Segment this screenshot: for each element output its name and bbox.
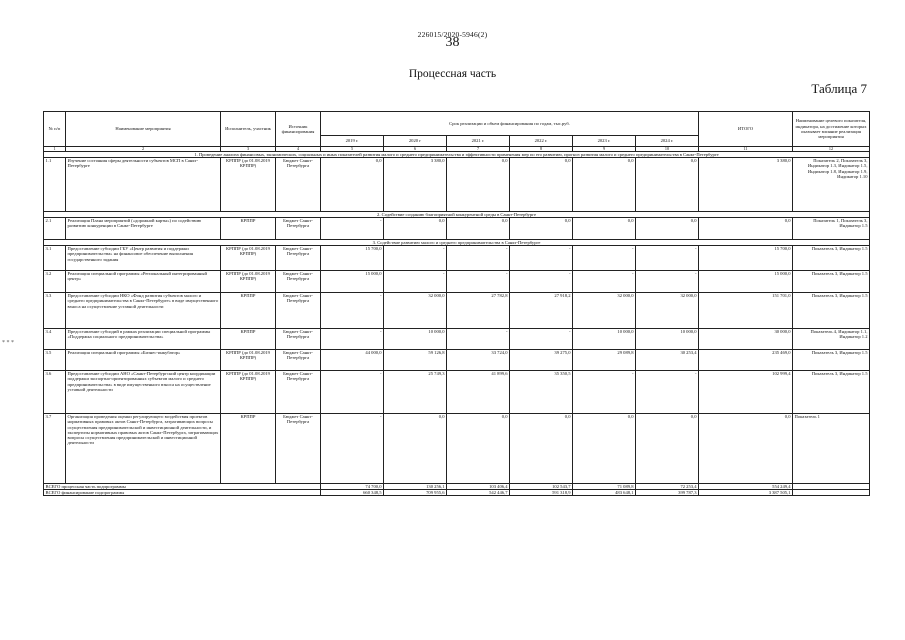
- row-executor: КРППР (до 01.08.2019 КРППР): [221, 246, 276, 271]
- row-num: 2.1: [44, 218, 66, 240]
- total-value: 709 955,6: [384, 490, 447, 496]
- row-total: 0,0: [699, 218, 793, 240]
- total-value: 660 348,5: [321, 490, 384, 496]
- process-table: [43, 111, 870, 496]
- page-title: Процессная часть: [408, 68, 497, 80]
- row-indicator: Показатель 2, Показатель 3, Индикатор 1.3, Индикатор 1.5, Индикатор 1.8, Индикатор 1.9, Индикатор 1.10: [793, 158, 870, 212]
- row-value: 32 000,0: [636, 293, 699, 329]
- row-value: -: [510, 271, 573, 293]
- margin-marks: * * *: [2, 340, 14, 346]
- page-number: 38: [445, 35, 460, 50]
- col-num-header: № п/п: [44, 112, 66, 147]
- row-indicator: Показатель 3, Индикатор 1.5: [793, 350, 870, 371]
- row-indicator: Показатель 4, Индикатор 1.1, Индикатор 1.2: [793, 329, 870, 350]
- row-value: 0,0: [573, 218, 636, 240]
- section-title: 1. Проведение анализа финансовых, экономических, социальных и иных показателей развития малого и среднего предпринимательства и эффективности применения мер по его развитию, прогноз развития малого и среднего предпринимательства в Санкт-Петербурге: [44, 152, 870, 158]
- column-number: 5: [321, 147, 384, 152]
- row-value: 39 275,0: [510, 350, 573, 371]
- row-value: 0,0: [636, 218, 699, 240]
- row-indicator: Показатель 3, Индикатор 1.5: [793, 246, 870, 271]
- row-executor: КРППР: [221, 218, 276, 240]
- row-value: 10 000,0: [573, 329, 636, 350]
- row-value: 3 380,0: [384, 158, 447, 212]
- row-value: 35 350,5: [510, 371, 573, 414]
- row-value: -: [321, 371, 384, 414]
- row-value: 0,0: [510, 158, 573, 212]
- row-value: -: [447, 246, 510, 271]
- row-name: Организация проведения оценки регулирующего воздействия проектов нормативных правовых актов Санкт-Петербурга, затрагивающих вопросы осуществления предпринимательской и инвестиционной деятельности, и экспертизы нормативных правовых актов Санкт-Петербурга, затрагивающих вопросы осуществления предпринимательской и инвестиционной деятельности: [66, 414, 221, 484]
- row-total: 0,0: [699, 414, 793, 484]
- row-value: 0,0: [447, 218, 510, 240]
- column-number: 2: [66, 147, 221, 152]
- total-label: ВСЕГО процессная часть подпрограммы: [44, 484, 321, 490]
- year-header: 2021 г.: [447, 136, 510, 147]
- table-row: [44, 329, 870, 350]
- column-number: 1: [44, 147, 66, 152]
- row-value: 10 000,0: [384, 329, 447, 350]
- row-value: 15 700,0: [321, 246, 384, 271]
- column-number: 3: [221, 147, 276, 152]
- row-num: 3.4: [44, 329, 66, 350]
- row-executor: КРППР: [221, 293, 276, 329]
- program-total-row: [44, 490, 870, 496]
- row-value: -: [510, 246, 573, 271]
- row-name: Предоставление субсидий в рамках реализации специальной программы «Поддержка социального предпринимательства»: [66, 329, 221, 350]
- row-source: Бюджет Санкт-Петербурга: [276, 350, 321, 371]
- col-period-header: Срок реализации и объем финансирования по годам, тыс.руб.: [321, 112, 699, 136]
- row-value: 0,0: [510, 414, 573, 484]
- row-name: Изучение состояния сферы деятельности субъектов МСП в Санкт-Петербурге: [66, 158, 221, 212]
- row-num: 1.1: [44, 158, 66, 212]
- year-header: 2023 г.: [573, 136, 636, 147]
- row-indicator: Показатель 3, Индикатор 1.5: [793, 271, 870, 293]
- total-value: 130 256,1: [384, 484, 447, 490]
- total-empty: [793, 490, 870, 496]
- row-value: 30 253,4: [636, 350, 699, 371]
- row-executor: КРППР: [221, 414, 276, 484]
- total-value: 103 406,4: [447, 484, 510, 490]
- row-num: 3.1: [44, 246, 66, 271]
- row-value: 0,0: [384, 218, 447, 240]
- row-value: -: [573, 246, 636, 271]
- col-source-header: Источник финансирования: [276, 112, 321, 147]
- row-value: -: [321, 329, 384, 350]
- total-value: 74 700,0: [321, 484, 384, 490]
- col-executor-header: Исполнитель, участник: [221, 112, 276, 147]
- year-header: 2022 г.: [510, 136, 573, 147]
- row-value: 0,0: [573, 158, 636, 212]
- row-total: 30 000,0: [699, 329, 793, 350]
- row-value: 32 000,0: [573, 293, 636, 329]
- row-name: Предоставление субсидии ГБУ «Центр развития и поддержки предпринимательства» на финансовое обеспечение выполнения государственного задания: [66, 246, 221, 271]
- row-value: -: [384, 271, 447, 293]
- document-number: 226015/2020-5946(2): [417, 30, 488, 39]
- row-value: 41 899,6: [447, 371, 510, 414]
- row-source: Бюджет Санкт-Петербурга: [276, 371, 321, 414]
- row-value: 59 126,8: [384, 350, 447, 371]
- col-indicator-header: Наименование целевого показателя, индикатора, на достижение которых оказывает влияние реализация мероприятия: [793, 112, 870, 147]
- row-value: 0,0: [447, 414, 510, 484]
- row-name: Реализация специальной программы «Бизнес-инкубатор»: [66, 350, 221, 371]
- row-name: Предоставление субсидии АНО «Санкт-Петербургский центр координации поддержки экспортно-ориентированных субъектов малого и среднего предпринимательства» в виде имущественного взноса на осуществление уставной деятельности: [66, 371, 221, 414]
- header-row: [44, 112, 870, 136]
- row-value: 0,0: [384, 414, 447, 484]
- table-row: [44, 158, 870, 212]
- table-row: [44, 218, 870, 240]
- total-sum: 3 387 505,1: [699, 490, 793, 496]
- total-value: 102 543,7: [510, 484, 573, 490]
- row-source: Бюджет Санкт-Петербурга: [276, 414, 321, 484]
- row-value: -: [321, 414, 384, 484]
- total-value: 72 253,4: [636, 484, 699, 490]
- row-value: -: [321, 218, 384, 240]
- table-row: [44, 414, 870, 484]
- row-name: Реализация Плана мероприятий («дорожной карты») по содействию развитию конкуренции в Санкт-Петербурге: [66, 218, 221, 240]
- year-header: 2020 г: [384, 136, 447, 147]
- row-value: -: [384, 246, 447, 271]
- column-number: 12: [793, 147, 870, 152]
- row-total: 15 000,0: [699, 271, 793, 293]
- total-value: 591 318,9: [510, 490, 573, 496]
- table-row: [44, 371, 870, 414]
- row-value: 25 749,3: [384, 371, 447, 414]
- row-value: -: [510, 329, 573, 350]
- row-source: Бюджет Санкт-Петербурга: [276, 158, 321, 212]
- table-row: [44, 350, 870, 371]
- row-value: 0,0: [573, 414, 636, 484]
- row-name: Предоставление субсидии НКО «Фонд развития субъектов малого и среднего предпринимательства в Санкт-Петербурге» в виде имущественного взноса на осуществление уставной деятельности: [66, 293, 221, 329]
- row-total: 235 469,0: [699, 350, 793, 371]
- row-value: 0,0: [321, 158, 384, 212]
- row-num: 3.3: [44, 293, 66, 329]
- year-header: 2019 г.: [321, 136, 384, 147]
- column-number: 4: [276, 147, 321, 152]
- row-value: 44 000,0: [321, 350, 384, 371]
- row-num: 3.6: [44, 371, 66, 414]
- column-number: 7: [447, 147, 510, 152]
- row-value: -: [573, 271, 636, 293]
- row-value: 10 000,0: [636, 329, 699, 350]
- total-label: ВСЕГО финансирование подпрограммы: [44, 490, 321, 496]
- row-value: -: [447, 271, 510, 293]
- row-value: 15 000,0: [321, 271, 384, 293]
- row-source: Бюджет Санкт-Петербурга: [276, 293, 321, 329]
- row-value: 33 724,0: [447, 350, 510, 371]
- row-total: 3 380,0: [699, 158, 793, 212]
- column-number: 6: [384, 147, 447, 152]
- row-value: 0,0: [510, 218, 573, 240]
- col-name-header: Наименование мероприятия: [66, 112, 221, 147]
- row-name: Реализация специальной программы «Региональный интегрированный центр»: [66, 271, 221, 293]
- row-value: -: [447, 329, 510, 350]
- section-title: 3. Содействие развитию малого и среднего предпринимательства в Санкт-Петербурге: [44, 240, 870, 246]
- row-indicator: Показатель 3, Индикатор 1.5: [793, 371, 870, 414]
- row-indicator: Показатель 1: [793, 414, 870, 484]
- row-value: 27 782,8: [447, 293, 510, 329]
- row-value: -: [636, 246, 699, 271]
- row-executor: КРППР (до 01.08.2019 КРППР): [221, 271, 276, 293]
- total-value: 483 648,1: [573, 490, 636, 496]
- row-value: 32 000,0: [384, 293, 447, 329]
- row-value: -: [636, 271, 699, 293]
- year-header: 2024 г.: [636, 136, 699, 147]
- row-value: 29 089,8: [573, 350, 636, 371]
- column-number: 10: [636, 147, 699, 152]
- row-value: -: [573, 371, 636, 414]
- row-source: Бюджет Санкт-Петербурга: [276, 218, 321, 240]
- row-executor: КРППР (до 01.08.2019 КРППР): [221, 350, 276, 371]
- row-total: 15 700,0: [699, 246, 793, 271]
- row-source: Бюджет Санкт-Петербурга: [276, 271, 321, 293]
- total-sum: 554 249,4: [699, 484, 793, 490]
- table-row: [44, 246, 870, 271]
- col-total-header: ИТОГО: [699, 112, 793, 147]
- row-executor: КРППР (до 01.08.2019 КРППР): [221, 158, 276, 212]
- column-number: 11: [699, 147, 793, 152]
- row-value: 27 918,2: [510, 293, 573, 329]
- row-value: 0,0: [447, 158, 510, 212]
- row-indicator: Показатель 1, Показатель 3, Индикатор 1.5: [793, 218, 870, 240]
- total-value: 399 787,3: [636, 490, 699, 496]
- column-number: 8: [510, 147, 573, 152]
- row-source: Бюджет Санкт-Петербурга: [276, 246, 321, 271]
- total-value: 71 089,8: [573, 484, 636, 490]
- row-value: 0,0: [636, 158, 699, 212]
- row-total: 102 999,4: [699, 371, 793, 414]
- row-num: 3.5: [44, 350, 66, 371]
- column-number: 9: [573, 147, 636, 152]
- row-num: 3.2: [44, 271, 66, 293]
- section-title: 2. Содействие созданию благоприятной конкурентной среды в Санкт-Петербурге: [44, 212, 870, 218]
- table-row: [44, 271, 870, 293]
- row-total: 151 701,0: [699, 293, 793, 329]
- table-label: Таблица 7: [811, 81, 867, 96]
- total-value: 542 446,7: [447, 490, 510, 496]
- row-source: Бюджет Санкт-Петербурга: [276, 329, 321, 350]
- row-executor: КРППР: [221, 329, 276, 350]
- row-value: 0,0: [636, 414, 699, 484]
- row-num: 3.7: [44, 414, 66, 484]
- row-value: -: [636, 371, 699, 414]
- row-indicator: Показатель 3, Индикатор 1.5: [793, 293, 870, 329]
- row-executor: КРППР (до 01.08.2019 КРППР): [221, 371, 276, 414]
- row-value: -: [321, 293, 384, 329]
- table-row: [44, 293, 870, 329]
